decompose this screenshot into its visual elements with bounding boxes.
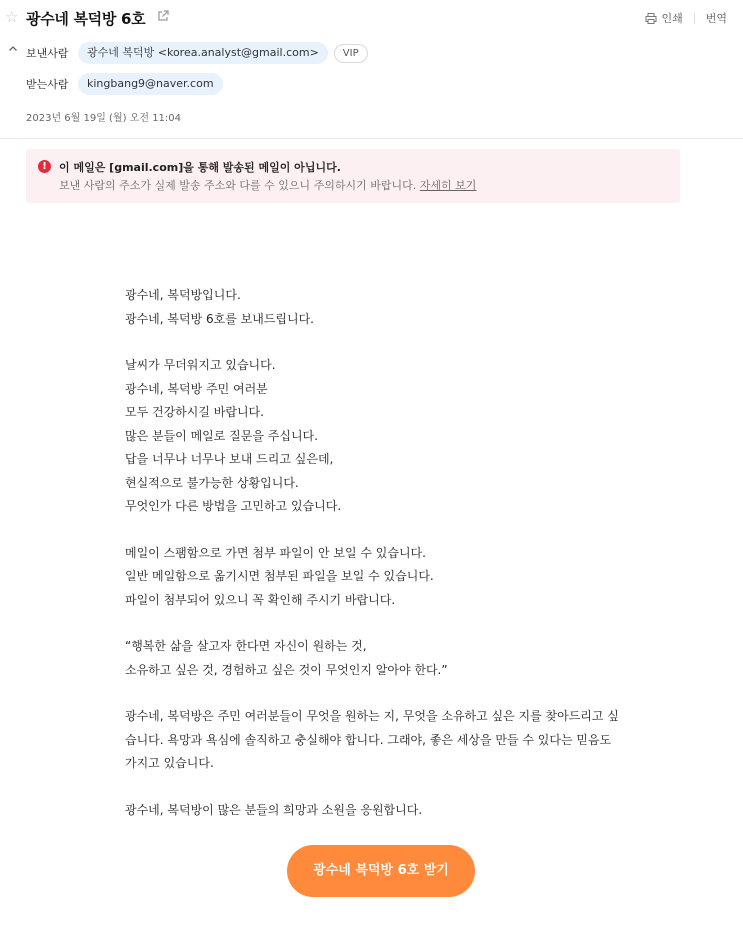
vip-button[interactable]: VIP bbox=[334, 44, 368, 63]
mail-body bbox=[125, 284, 645, 822]
receive-issue-button[interactable]: 광수네 복덕방 6호 받기 bbox=[287, 845, 475, 897]
divider bbox=[694, 13, 695, 24]
warning-description bbox=[59, 177, 476, 193]
top-actions bbox=[645, 10, 727, 26]
mail-header bbox=[0, 0, 743, 139]
details-link[interactable]: 자세히 보기 bbox=[419, 179, 477, 192]
mail-subject: 광수네 복덕방 6호 bbox=[26, 10, 146, 28]
body-paragraph: 광수네, 복덕방이 많은 분들의 희망과 소원을 응원합니다. bbox=[125, 802, 423, 817]
print-button[interactable] bbox=[645, 10, 682, 26]
sender-chip[interactable]: 광수네 복덕방 <korea.analyst@gmail.com> bbox=[78, 42, 328, 64]
quote-paragraph: “행복한 삶을 살고자 한다면 자신이 원하는 것, 소유하고 싶은 것, 경험하고 싶은 것이 무엇인지 알아야 한다.” bbox=[125, 639, 448, 677]
alert-icon: ! bbox=[38, 160, 51, 173]
recipient-chip[interactable]: kingbang9@naver.com bbox=[78, 73, 223, 95]
sender-row bbox=[26, 42, 368, 64]
body-paragraph: 메일이 스팸함으로 가면 첨부 파일이 안 보일 수 있습니다. 일반 메일함으로 옮기시면 첨부된 파일을 보일 수 있습니다. 파일이 첨부되어 있으니 꼭 확인해 주시기 바랍니다. bbox=[125, 545, 434, 607]
printer-icon bbox=[645, 13, 657, 24]
star-icon[interactable]: ☆ bbox=[5, 8, 19, 26]
body-paragraph: 광수네, 복덕방은 주민 여러분들이 무엇을 원하는 지, 무엇을 소유하고 싶은 지를 찾아드리고 싶 습니다. 욕망과 욕심에 솔직하고 충실해야 합니다. 그래야, 좋은 세상을 만들 수 있다는 믿음도 가지고 있습니다. bbox=[125, 709, 619, 770]
spoof-warning-banner bbox=[26, 149, 680, 203]
recipient-row bbox=[26, 73, 223, 95]
body-paragraph: 광수네, 복덕방입니다. 광수네, 복덕방 6호를 보내드립니다. bbox=[125, 288, 314, 326]
chevron-up-icon[interactable] bbox=[8, 44, 18, 54]
sender-label: 보낸사람 bbox=[26, 47, 69, 60]
print-label: 인쇄 bbox=[661, 12, 683, 25]
body-paragraph: 날씨가 무더워지고 있습니다. 광수네, 복덕방 주민 여러분 모두 건강하시길 바랍니다. 많은 분들이 메일로 질문을 주십니다. 답을 너무나 너무나 보내 드리고 싶은데, 현실적으로 불가능한 상황입니다. 무엇인가 다른 방법을 고민하고 있습니다. bbox=[125, 358, 342, 513]
warning-title: 이 메일은 [gmail.com]을 통해 발송된 메일이 아닙니다. bbox=[59, 161, 341, 174]
translate-button[interactable]: 번역 bbox=[705, 12, 727, 25]
recipient-label: 받는사람 bbox=[26, 78, 69, 91]
external-link-icon[interactable] bbox=[157, 10, 169, 22]
mail-date: 2023년 6월 19일 (월) 오전 11:04 bbox=[26, 113, 182, 124]
warning-text: 보낸 사람의 주소가 실제 발송 주소와 다를 수 있으니 주의하시기 바랍니다. bbox=[59, 179, 417, 192]
